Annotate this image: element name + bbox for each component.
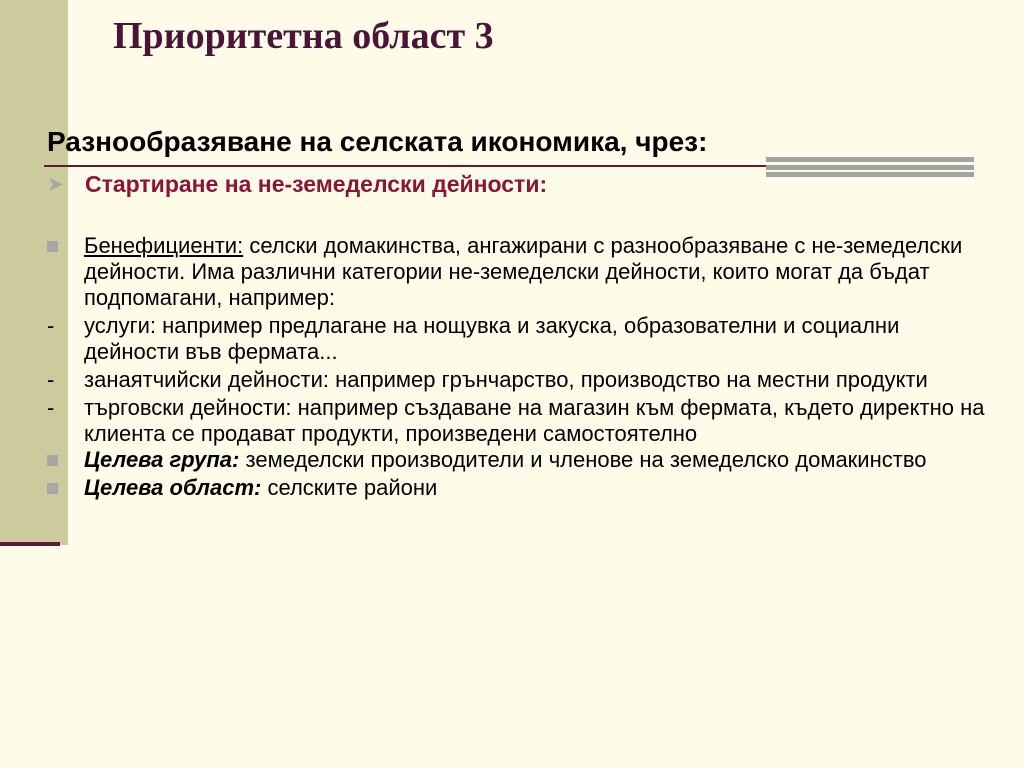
slide-title: Приоритетна област 3 — [113, 15, 494, 57]
section-heading: Разнообразяване на селската икономика, чрез: — [47, 126, 708, 157]
dash-marker: - — [47, 313, 55, 338]
dash-item-text: търговски дейности: например създаване на магазин към фермата, където директно на клиента се продават продукти, произведени самостоятелно — [84, 395, 985, 446]
square-bullet-icon — [47, 483, 58, 494]
target-area-label: Целева област: — [84, 475, 262, 500]
dash-marker: - — [47, 367, 55, 392]
beneficiaries-item — [47, 233, 987, 311]
dash-marker: - — [47, 395, 55, 420]
dash-item-text: услуги: например предлагане на нощувка и закуска, образователни и социални дейности във фермата... — [84, 313, 900, 364]
target-group-text: земеделски производители и членове на земеделско домакинство — [239, 447, 927, 472]
sub-item-text: Стартиране на не-земеделски дейности: — [85, 171, 548, 197]
target-group-label: Целева група: — [84, 447, 240, 472]
target-area-item — [47, 475, 987, 501]
target-area-text: селските райони — [261, 475, 438, 500]
sub-item — [48, 170, 968, 198]
dash-item — [47, 367, 987, 393]
slide-body — [47, 233, 987, 501]
target-group-item — [47, 447, 987, 473]
square-bullet-icon — [47, 455, 58, 466]
beneficiaries-label: Бенефициенти: — [84, 233, 244, 258]
beneficiaries-text: селски домакинства, ангажирани с разнообразяване с не-земеделски дейности. Има различни категории не-земеделски дейности, които могат да бъдат подпомагани, например: — [84, 233, 963, 310]
dash-item — [47, 313, 987, 365]
square-bullet-icon — [47, 241, 58, 252]
bottom-divider — [0, 542, 60, 546]
arrow-bullet-icon: ➤ — [48, 174, 64, 194]
dash-item — [47, 395, 987, 447]
dash-item-text: занаятчийски дейности: например грънчарство, производство на местни продукти — [84, 367, 928, 392]
